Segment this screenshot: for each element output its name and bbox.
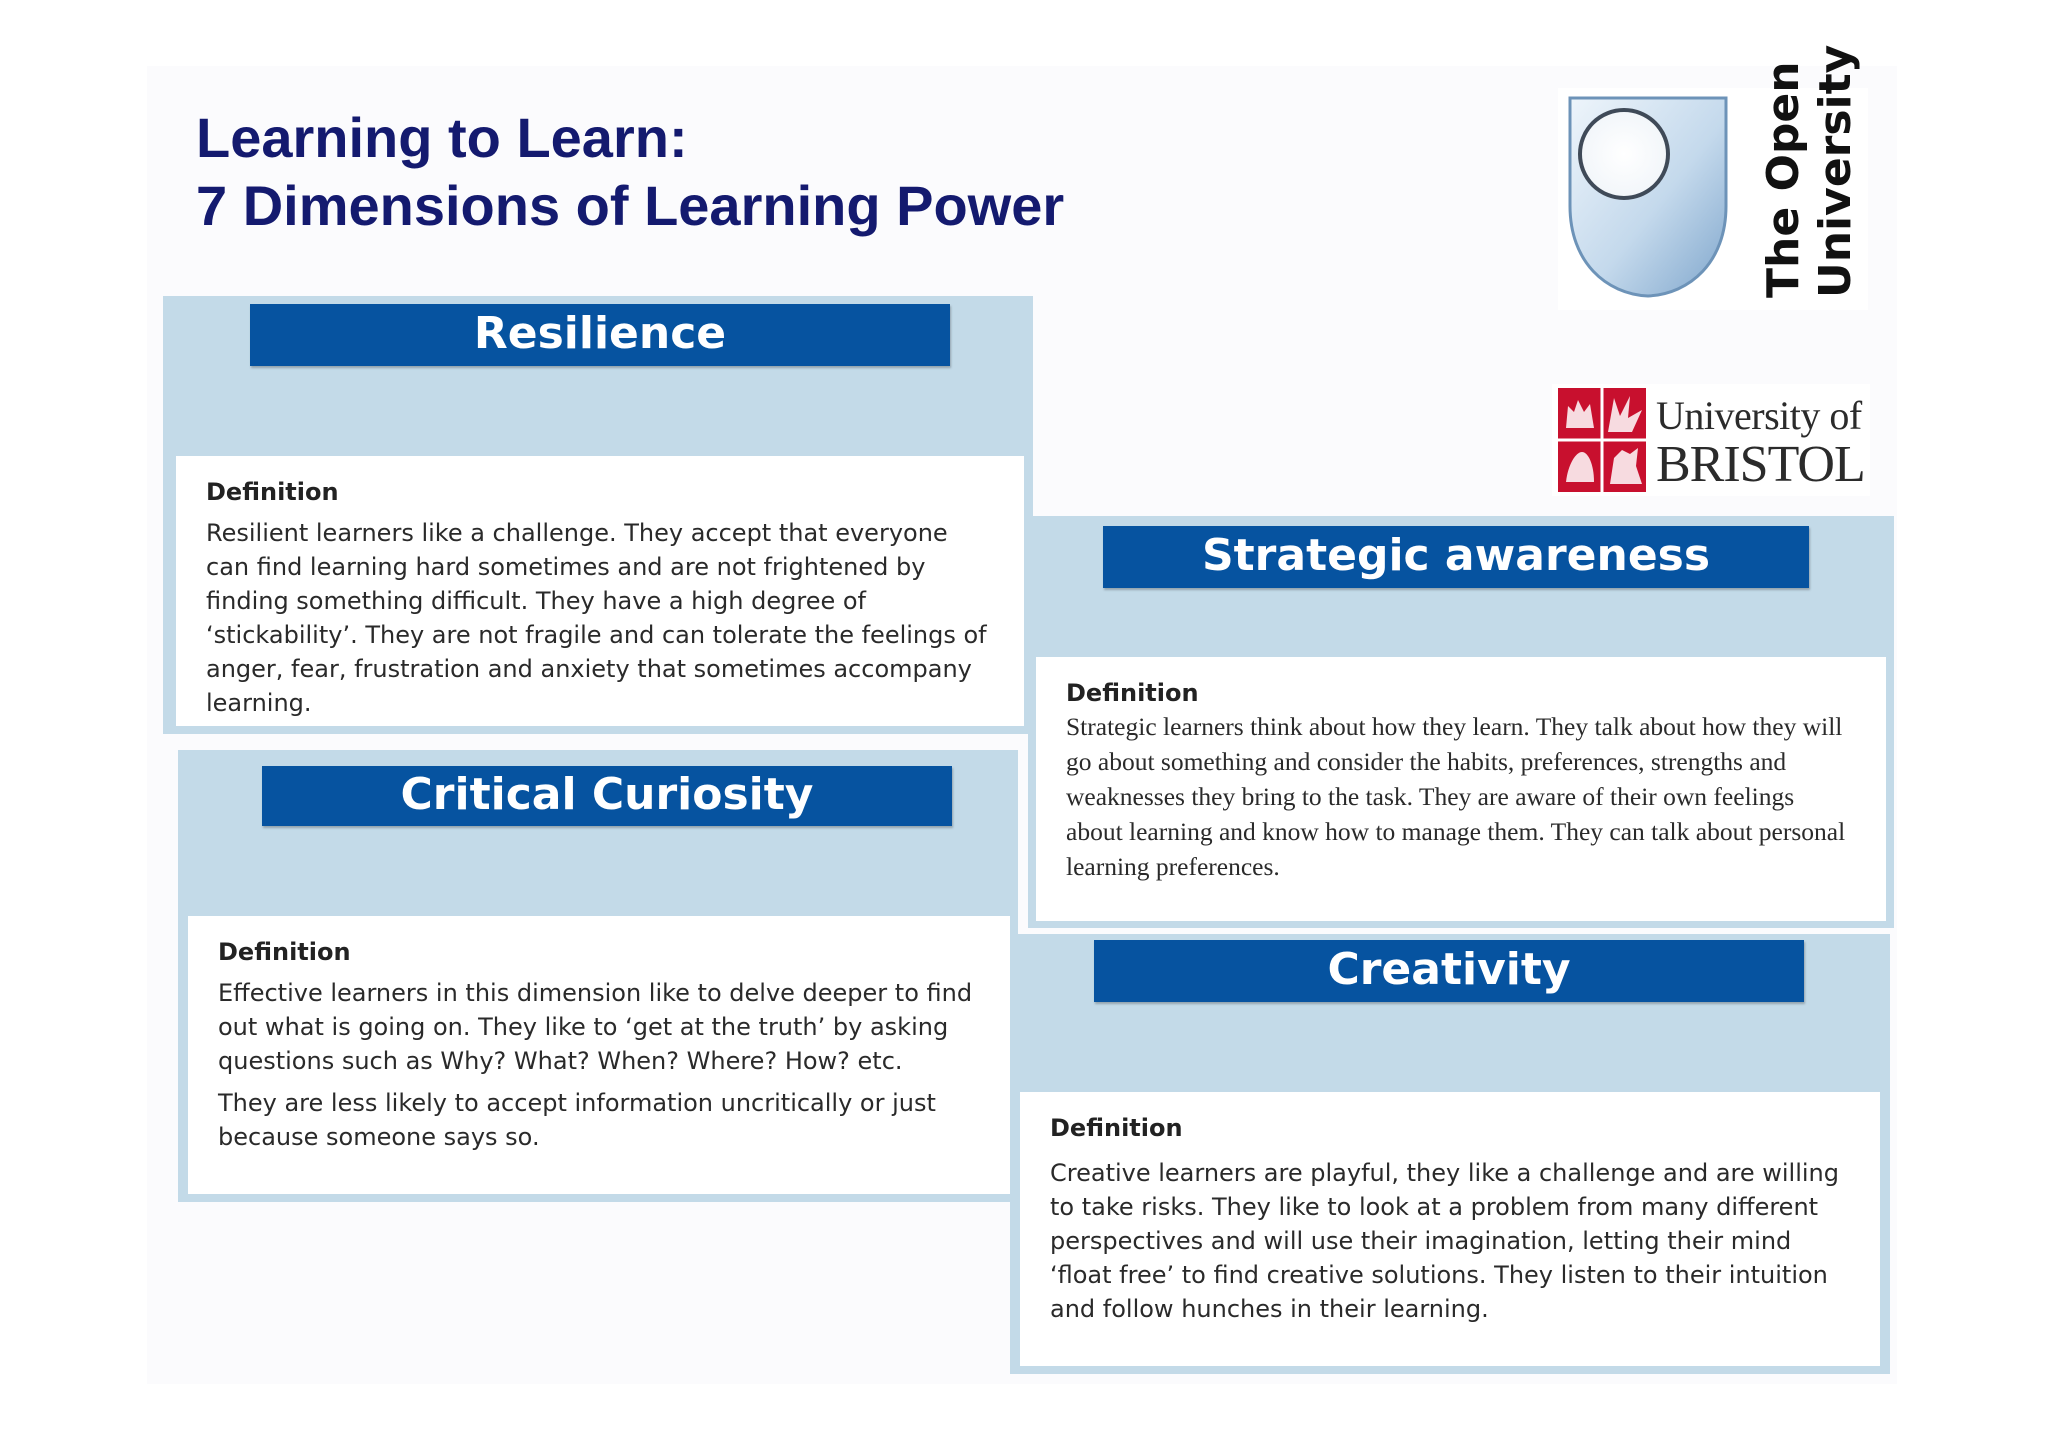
critical-curiosity-text-1: Effective learners in this dimension like to delve deeper to find out what is going on. They like to ‘get at the truth’ by asking questions such as Why? What? When? Where? How? etc.	[218, 979, 973, 1075]
bristol-line-2: BRISTOL	[1656, 436, 1865, 493]
shield-icon	[1566, 94, 1730, 300]
page-title	[196, 104, 1064, 240]
strategic-awareness-heading: Strategic awareness	[1103, 526, 1809, 588]
critical-curiosity-card	[178, 750, 1018, 1202]
definition-label: Definition	[206, 478, 339, 506]
ou-line-2: University	[1810, 44, 1861, 298]
creativity-definition	[1020, 1092, 1880, 1366]
strategic-awareness-definition	[1036, 657, 1886, 921]
bristol-wordmark	[1656, 394, 1865, 492]
critical-curiosity-text-2: They are less likely to accept information uncritically or just because someone says so.	[218, 1089, 936, 1151]
critical-curiosity-heading: Critical Curiosity	[262, 766, 952, 826]
strategic-awareness-text: Strategic learners think about how they learn. They talk about how they will go about something and consider the habits, preferences, strengths and weaknesses they bring to the task. They are aware of their own feelings about learning and know how to manage them. They can talk about personal learning preferences.	[1066, 712, 1846, 881]
definition-label: Definition	[218, 938, 351, 966]
open-university-logo	[1558, 44, 1868, 310]
resilience-heading: Resilience	[250, 304, 950, 366]
definition-label: Definition	[1050, 1114, 1183, 1142]
strategic-awareness-card	[1028, 516, 1894, 928]
creativity-card	[1010, 934, 1890, 1374]
resilience-text: Resilient learners like a challenge. They accept that everyone can find learning hard sometimes and are not frightened by finding something difficult. They have a high degree of ‘stickability’. They are not fragile and can tolerate the feelings of anger, fear, frustration and anxiety that sometimes accompany learning.	[206, 519, 987, 717]
critical-curiosity-definition	[188, 916, 1010, 1194]
title-line-1: Learning to Learn:	[196, 106, 688, 169]
bristol-line-1: University of	[1656, 393, 1862, 438]
open-university-wordmark	[1758, 45, 1862, 298]
creativity-heading: Creativity	[1094, 940, 1804, 1002]
university-of-bristol-logo	[1552, 384, 1870, 496]
title-line-2: 7 Dimensions of Learning Power	[196, 174, 1065, 237]
creativity-text: Creative learners are playful, they like a challenge and are willing to take risks. They like to look at a problem from many different perspectives and will use their imagination, letting their mind ‘float free’ to find creative solutions. They listen to their intuition and follow hunches in their learning.	[1050, 1159, 1839, 1323]
crest-icon	[1558, 388, 1646, 492]
resilience-definition	[176, 456, 1024, 726]
ou-line-1: The Open	[1758, 61, 1809, 298]
definition-label: Definition	[1066, 679, 1199, 707]
resilience-card	[163, 296, 1033, 734]
